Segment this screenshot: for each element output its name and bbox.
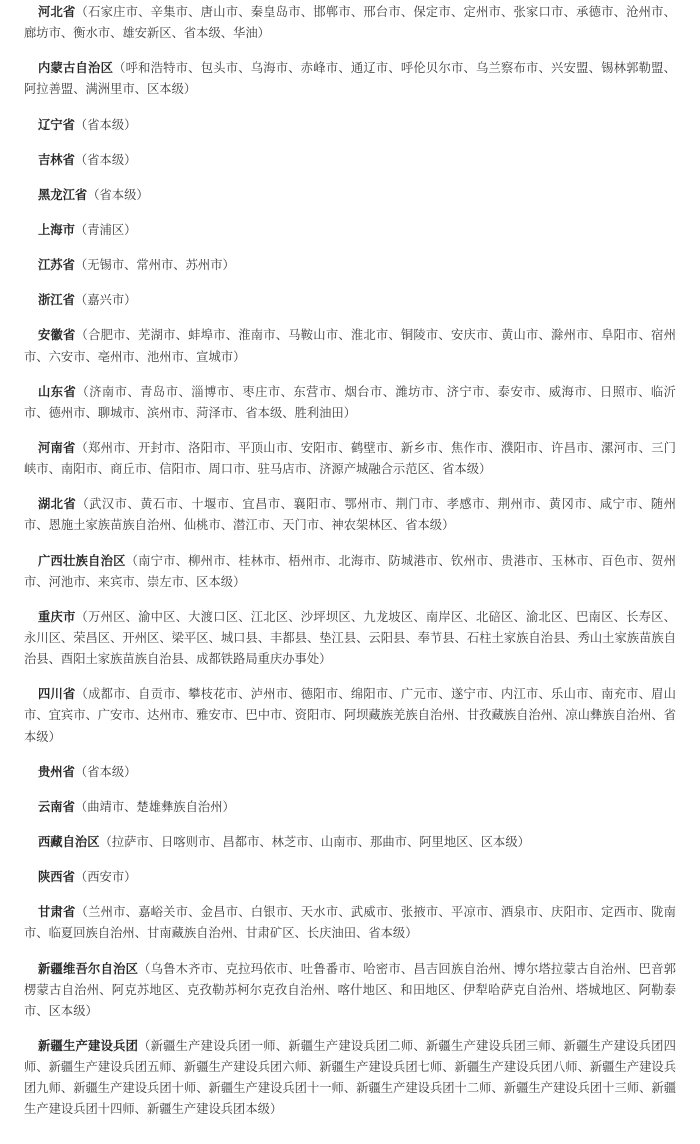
paren-close: ） <box>517 834 530 849</box>
paren-open: （ <box>74 222 88 237</box>
paren-open: （ <box>74 764 88 779</box>
region-name: 云南省 <box>38 799 75 814</box>
region-item-list: 西安市 <box>87 870 125 885</box>
region-item-list: 省本级 <box>87 117 125 132</box>
paren-close: ） <box>233 349 246 364</box>
paren-open: （ <box>113 61 126 76</box>
region-name: 山东省 <box>38 384 77 399</box>
paren-close: ） <box>479 462 492 477</box>
paren-close: ） <box>136 187 149 202</box>
region-item-list: 新疆生产建设兵团一师、新疆生产建设兵团二师、新疆生产建设兵团三师、新疆生产建设兵团四师、新疆生产建设兵团五师、新疆生产建设兵团六师、新疆生产建设兵团七师、新疆生产建设兵团八师、新疆生产建设兵团九师、新疆生产建设兵团十师、新疆生产建设兵团十一师、新疆生产建设兵团十二师、新疆生产建设兵团十三师、新疆生产建设兵团十四师、新疆生产建设兵团本级 <box>24 1038 676 1117</box>
region-entry <box>24 290 676 311</box>
region-entry <box>24 382 676 424</box>
paren-open: （ <box>87 187 100 202</box>
region-item-list: 青浦区 <box>87 222 125 237</box>
region-entry <box>24 607 676 670</box>
paren-open: （ <box>125 553 139 568</box>
region-name: 西藏自治区 <box>38 834 100 849</box>
paren-open: （ <box>76 497 90 512</box>
region-entry <box>24 494 676 536</box>
region-name: 内蒙古自治区 <box>38 61 114 76</box>
region-name: 甘肃省 <box>38 905 76 920</box>
region-item-list: 成都市、自贡市、攀枝花市、泸州市、德阳市、绵阳市、广元市、遂宁市、内江市、乐山市、南充市、眉山市、宜宾市、广安市、达州市、雅安市、巴中市、资阳市、阿坝藏族羌族自治州、甘孜藏族自治州、凉山彝族自治州、省本级 <box>24 687 676 744</box>
paren-close: ） <box>222 258 235 273</box>
paren-close: ） <box>124 764 137 779</box>
region-name: 浙江省 <box>38 293 75 308</box>
paren-close: ） <box>233 574 246 589</box>
paren-close: ） <box>124 152 137 167</box>
region-name: 新疆生产建设兵团 <box>38 1038 139 1053</box>
paren-open: （ <box>74 870 88 885</box>
region-item-list: 乌鲁木齐市、克拉玛依市、吐鲁番市、哈密市、昌吉回族自治州、博尔塔拉蒙古自治州、巴音郭楞蒙古自治州、阿克苏地区、克孜勒苏柯尔克孜自治州、喀什地区、和田地区、伊犁哈萨克自治州、塔城地区、阿勒泰市、区本级 <box>24 961 676 1018</box>
region-entry <box>24 2 676 44</box>
paren-open: （ <box>75 5 89 19</box>
region-item-list: 武汉市、黄石市、十堰市、宜昌市、襄阳市、鄂州市、荆门市、孝感市、荆州市、黄冈市、咸宁市、随州市、恩施土家族苗族自治州、仙桃市、潜江市、天门市、神农架林区、省本级 <box>24 497 676 533</box>
paren-open: （ <box>74 293 88 308</box>
paren-open: （ <box>75 440 89 455</box>
region-entry <box>24 762 676 783</box>
region-entry <box>24 58 676 100</box>
region-entry <box>24 255 676 276</box>
paren-close: ） <box>48 729 61 744</box>
region-name: 湖北省 <box>38 497 77 512</box>
region-item-list: 兰州市、嘉峪关市、金昌市、白银市、天水市、武威市、张掖市、平凉市、酒泉市、庆阳市、定西市、陇南市、临夏回族自治州、甘南藏族自治州、甘肃矿区、长庆油田、省本级 <box>24 905 676 941</box>
region-name: 四川省 <box>38 687 76 702</box>
paren-close: ） <box>222 799 235 814</box>
region-item-list: 南宁市、柳州市、桂林市、梧州市、北海市、防城港市、钦州市、贵港市、玉林市、百色市、贺州市、河池市、来宾市、崇左市、区本级 <box>24 553 676 589</box>
paren-open: （ <box>74 117 88 132</box>
paren-close: ） <box>405 926 418 941</box>
region-item-list: 万州区、渝中区、大渡口区、江北区、沙坪坝区、九龙坡区、南岸区、北碚区、渝北区、巴南区、长寿区、永川区、荣昌区、开州区、梁平区、城口县、丰都县、垫江县、云阳县、奉节县、石柱土家族自治县、秀山土家族苗族自治县、酉阳土家族苗族自治县、成都铁路局重庆办事处 <box>24 609 676 667</box>
region-entry <box>24 185 676 206</box>
region-name: 黑龙江省 <box>38 187 88 202</box>
region-entry <box>24 684 676 747</box>
region-name: 江苏省 <box>38 258 75 273</box>
paren-open: （ <box>74 152 88 167</box>
region-entry <box>24 150 676 171</box>
paren-open: （ <box>75 687 89 702</box>
region-item-list: 石家庄市、辛集市、唐山市、秦皇岛市、邯郸市、邢台市、保定市、定州市、张家口市、承德市、沧州市、廊坊市、衡水市、雄安新区、省本级、华油 <box>24 5 676 41</box>
region-name: 河南省 <box>38 440 76 455</box>
paren-close: ） <box>124 117 137 132</box>
region-item-list: 拉萨市、日喀则市、昌都市、林芝市、山南市、那曲市、阿里地区、区本级 <box>111 834 518 849</box>
region-item-list: 呼和浩特市、包头市、乌海市、赤峰市、通辽市、呼伦贝尔市、乌兰察布市、兴安盟、锡林郭勒盟、阿拉善盟、满洲里市、区本级 <box>24 61 676 97</box>
region-entry <box>24 551 676 593</box>
paren-open: （ <box>138 1038 151 1053</box>
region-entry <box>24 902 676 944</box>
paren-open: （ <box>74 799 88 814</box>
region-entry <box>24 220 676 241</box>
region-item-list: 济南市、青岛市、淄博市、枣庄市、东营市、烟台市、潍坊市、济宁市、泰安市、威海市、日照市、临沂市、德州市、聊城市、滨州市、菏泽市、省本级、胜利油田 <box>24 384 676 420</box>
paren-open: （ <box>75 609 89 624</box>
paren-open: （ <box>75 328 89 343</box>
paren-open: （ <box>74 258 88 273</box>
region-entry <box>24 115 676 136</box>
region-entry <box>24 832 676 853</box>
region-item-list: 省本级 <box>87 764 125 779</box>
region-name: 安徽省 <box>38 328 76 343</box>
paren-open: （ <box>138 961 151 976</box>
paren-close: ） <box>85 1003 98 1018</box>
region-name: 重庆市 <box>38 609 76 624</box>
region-name: 河北省 <box>38 5 76 19</box>
region-entry <box>24 867 676 888</box>
paren-close: ） <box>319 652 332 667</box>
paren-close: ） <box>442 518 455 533</box>
paren-close: ） <box>124 293 137 308</box>
region-item-list: 无锡市、常州市、苏州市 <box>87 258 223 273</box>
region-entry <box>24 438 676 480</box>
region-name: 辽宁省 <box>38 117 75 132</box>
paren-close: ） <box>124 222 137 237</box>
region-entry <box>24 325 676 367</box>
paren-close: ） <box>257 26 270 41</box>
region-name: 上海市 <box>38 222 75 237</box>
paren-open: （ <box>75 905 89 920</box>
paren-close: ） <box>124 870 137 885</box>
region-item-list: 合肥市、芜湖市、蚌埠市、淮南市、马鞍山市、淮北市、铜陵市、安庆市、黄山市、滁州市、阜阳市、宿州市、六安市、亳州市、池州市、宣城市 <box>24 328 676 364</box>
region-name: 广西壮族自治区 <box>38 553 126 568</box>
paren-close: ） <box>343 405 357 420</box>
paren-open: （ <box>99 834 112 849</box>
region-item-list: 曲靖市、楚雄彝族自治州 <box>87 799 223 814</box>
paren-close: ） <box>183 82 197 97</box>
region-item-list: 郑州市、开封市、洛阳市、平顶山市、安阳市、鹤壁市、新乡市、焦作市、濮阳市、许昌市、漯河市、三门峡市、南阳市、商丘市、信阳市、周口市、驻马店市、济源产城融合示范区、省本级 <box>24 440 676 477</box>
paren-open: （ <box>76 384 90 399</box>
paren-close: ） <box>269 1102 283 1117</box>
region-entry <box>24 959 676 1022</box>
region-name: 吉林省 <box>38 152 75 167</box>
region-item-list: 省本级 <box>99 187 137 202</box>
region-item-list: 嘉兴市 <box>87 293 125 308</box>
region-entry <box>24 797 676 818</box>
region-name: 新疆维吾尔自治区 <box>38 961 139 976</box>
region-item-list: 省本级 <box>87 152 125 167</box>
region-entry <box>24 1036 676 1121</box>
region-name: 陕西省 <box>38 870 75 885</box>
region-name: 贵州省 <box>38 764 75 779</box>
